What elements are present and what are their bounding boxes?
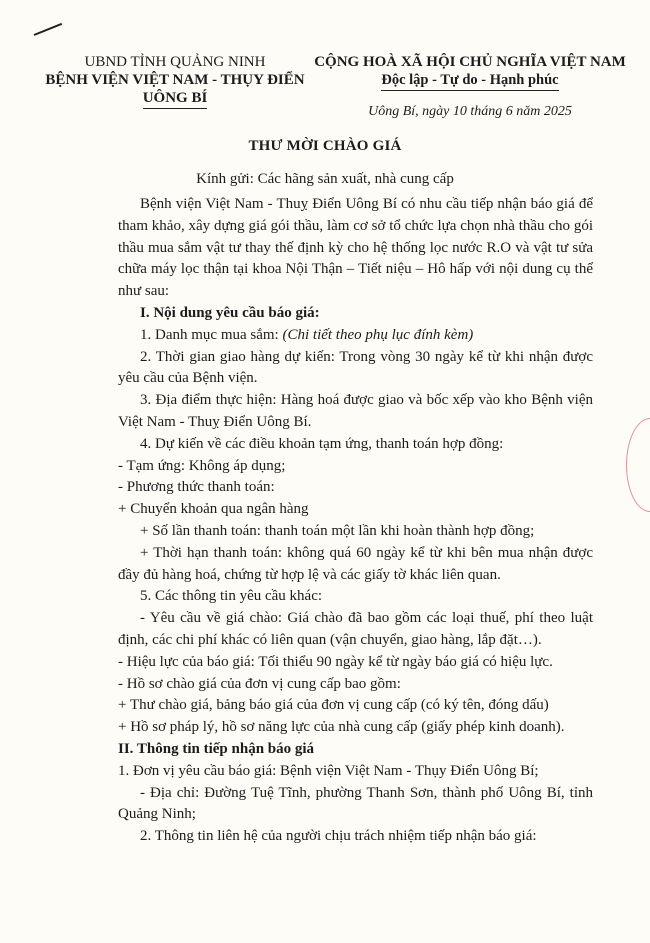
pen-mark [34, 23, 63, 36]
item1-label: 1. Danh mục mua sắm: [140, 326, 283, 343]
section2-item1-address: - Địa chỉ: Đường Tuệ Tĩnh, phường Thanh Sơn, thành phố Uông Bí, tỉnh Quảng Ninh; [118, 784, 593, 823]
section1-item5-a: - Yêu cầu về giá chào: Giá chào đã bao gồm các loại thuế, phí theo luật định, các chi phí khác có liên quan (vận chuyển, giao hàng, lắp đặt…). [118, 610, 593, 648]
section1-heading: I. Nội dung yêu cầu báo giá: [140, 304, 320, 321]
intro-paragraph: Bệnh viện Việt Nam - Thuỵ Điển Uông Bí có nhu cầu tiếp nhận báo giá để tham khảo, xây dựng giá gói thầu, làm cơ sở tổ chức lựa chọn nhà thầu cho gói thầu mua sắm vật tư thay thế định kỳ cho hệ thống lọc nước R.O và vật tư sửa chữa máy lọc thận tại khoa Nội Thận – Tiết niệu – Hô hấp với nội dung cụ thể như sau: [118, 196, 593, 300]
section1-item4: 4. Dự kiến về các điều khoản tạm ứng, thanh toán hợp đồng: [140, 435, 504, 452]
section1-item5: 5. Các thông tin yêu cầu khác: [140, 588, 323, 605]
section1-item4-b3: + Thời hạn thanh toán: không quá 60 ngày kể từ khi bên mua nhận được đầy đủ hàng hoá, chứng từ hợp lệ và các giấy tờ khác liên quan. [118, 544, 593, 583]
issuer-name-line2: UÔNG BÍ [143, 89, 208, 109]
section1-item5-c1: + Thư chào giá, bảng báo giá của đơn vị cung cấp (có ký tên, đóng dấu) [118, 697, 549, 714]
national-motto: Độc lập - Tự do - Hạnh phúc [381, 71, 558, 91]
section1-item4-a: - Tạm ứng: Không áp dụng; [118, 457, 286, 474]
section1-item1 [118, 325, 593, 347]
issuer-name-line1: BỆNH VIỆN VIỆT NAM - THỤY ĐIỂN [45, 72, 305, 88]
section1-item5-c2: + Hồ sơ pháp lý, hồ sơ năng lực của nhà cung cấp (giấy phép kinh doanh). [118, 719, 565, 736]
section2-heading: II. Thông tin tiếp nhận báo giá [118, 740, 315, 757]
section1-item4-b2: + Số lần thanh toán: thanh toán một lần khi hoàn thành hợp đồng; [140, 522, 535, 539]
document-date: Uông Bí, ngày 10 tháng 6 năm 2025 [368, 104, 572, 119]
national-header [300, 53, 640, 91]
section1-item4-b: - Phương thức thanh toán: [118, 479, 275, 496]
item1-note: (Chi tiết theo phụ lục đính kèm) [282, 326, 474, 343]
section1-item3: 3. Địa điểm thực hiện: Hàng hoá được giao và bốc xếp vào kho Bệnh viện Việt Nam - Thuỵ Điển Uông Bí. [118, 392, 593, 430]
issuer-authority: UBND TỈNH QUẢNG NINH [84, 54, 266, 70]
red-stamp-edge [626, 418, 650, 512]
national-title: CỘNG HOÀ XÃ HỘI CHỦ NGHĨA VIỆT NAM [314, 54, 626, 70]
document-title: THƯ MỜI CHÀO GIÁ [248, 138, 402, 154]
section1-item4-b1: + Chuyển khoản qua ngân hàng [118, 501, 309, 518]
section1-item5-b: - Hiệu lực của báo giá: Tối thiểu 90 ngày kể từ ngày báo giá có hiệu lực. [118, 653, 553, 670]
issuer-header [40, 53, 310, 109]
section1-item2: 2. Thời gian giao hàng dự kiến: Trong vòng 30 ngày kể từ khi nhận được yêu cầu của Bệnh viện. [118, 348, 593, 387]
section2-item2: 2. Thông tin liên hệ của người chịu trách nhiệm tiếp nhận báo giá: [140, 828, 537, 845]
section2-item1: 1. Đơn vị yêu cầu báo giá: Bệnh viện Việt Nam - Thụy Điển Uông Bí; [118, 762, 539, 779]
document-body [118, 194, 593, 848]
section1-item5-c: - Hồ sơ chào giá của đơn vị cung cấp bao gồm: [118, 675, 401, 692]
greeting: Kính gửi: Các hãng sản xuất, nhà cung cấp [196, 171, 454, 187]
